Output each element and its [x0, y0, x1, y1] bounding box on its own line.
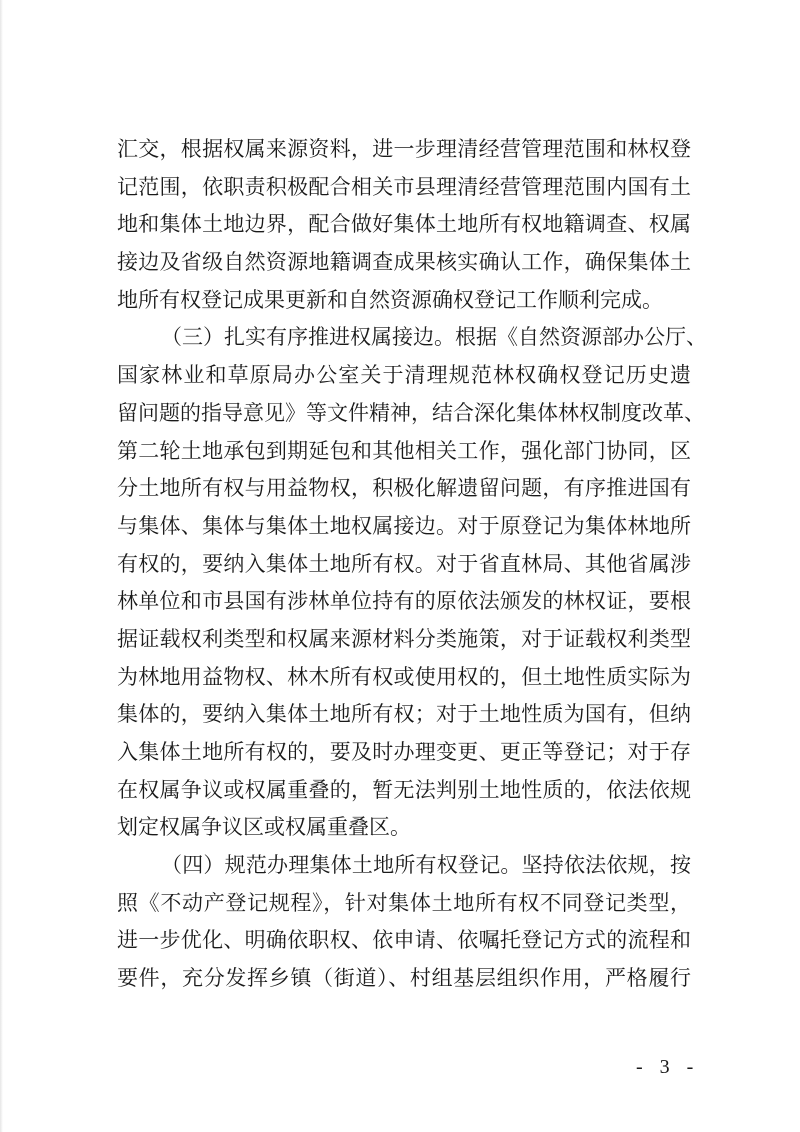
- page-number: - 3 -: [636, 1056, 700, 1078]
- text-line: 为林地用益物权、林木所有权或使用权的，但土地性质实际为: [117, 664, 691, 689]
- text-line: 与集体、集体与集体土地权属接边。对于原登记为集体林地所: [117, 513, 691, 538]
- text-line: 接边及省级自然资源地籍调查成果核实确认工作，确保集体土: [117, 250, 691, 275]
- text-line: 林单位和市县国有涉林单位持有的原依法颁发的林权证，要根: [117, 589, 691, 614]
- text-line: 有权的，要纳入集体土地所有权。对于省直林局、其他省属涉: [117, 551, 691, 576]
- text-line: 在权属争议或权属重叠的，暂无法判别土地性质的，依法依规: [117, 777, 691, 802]
- body-text: [117, 131, 707, 998]
- text-line: 记范围，依职责积极配合相关市县理清经营管理范围内国有土: [117, 174, 691, 199]
- text-line: 进一步优化、明确依职权、依申请、依嘱托登记方式的流程和: [117, 928, 691, 953]
- scan-edge: [0, 0, 3, 1132]
- text-line: 照《不动产登记规程》，针对集体土地所有权不同登记类型，: [117, 890, 691, 915]
- text-line: 要件，充分发挥乡镇（街道）、村组基层组织作用，严格履行: [117, 966, 691, 991]
- text-line: 汇交，根据权属来源资料，进一步理清经营管理范围和林权登: [117, 137, 691, 161]
- text-line: 第二轮土地承包到期延包和其他相关工作，强化部门协同，区: [117, 438, 691, 463]
- text-line: 入集体土地所有权的，要及时办理变更、更正等登记；对于存: [117, 740, 691, 764]
- text-line: 地所有权登记成果更新和自然资源确权登记工作顺利完成。: [117, 287, 663, 312]
- text-line: 分土地所有权与用益物权，积极化解遗留问题，有序推进国有: [117, 476, 691, 501]
- section-heading-line: （四）规范办理集体土地所有权登记。坚持依法依规，按: [161, 853, 691, 878]
- text-line: 地和集体土地边界，配合做好集体土地所有权地籍调查、权属: [117, 212, 691, 237]
- text-line: 划定权属争议区或权属重叠区。: [117, 815, 411, 840]
- text-line: 留问题的指导意见》等文件精神，结合深化集体林权制度改革、: [117, 400, 705, 425]
- section-heading-line: （三）扎实有序推进权属接边。根据《自然资源部办公厅、: [161, 325, 707, 350]
- text-line: 据证载权利类型和权属来源材料分类施策，对于证载权利类型: [117, 626, 691, 651]
- text-line: 国家林业和草原局办公室关于清理规范林权确权登记历史遗: [117, 363, 691, 388]
- text-line: 集体的，要纳入集体土地所有权；对于土地性质为国有，但纳: [117, 702, 691, 727]
